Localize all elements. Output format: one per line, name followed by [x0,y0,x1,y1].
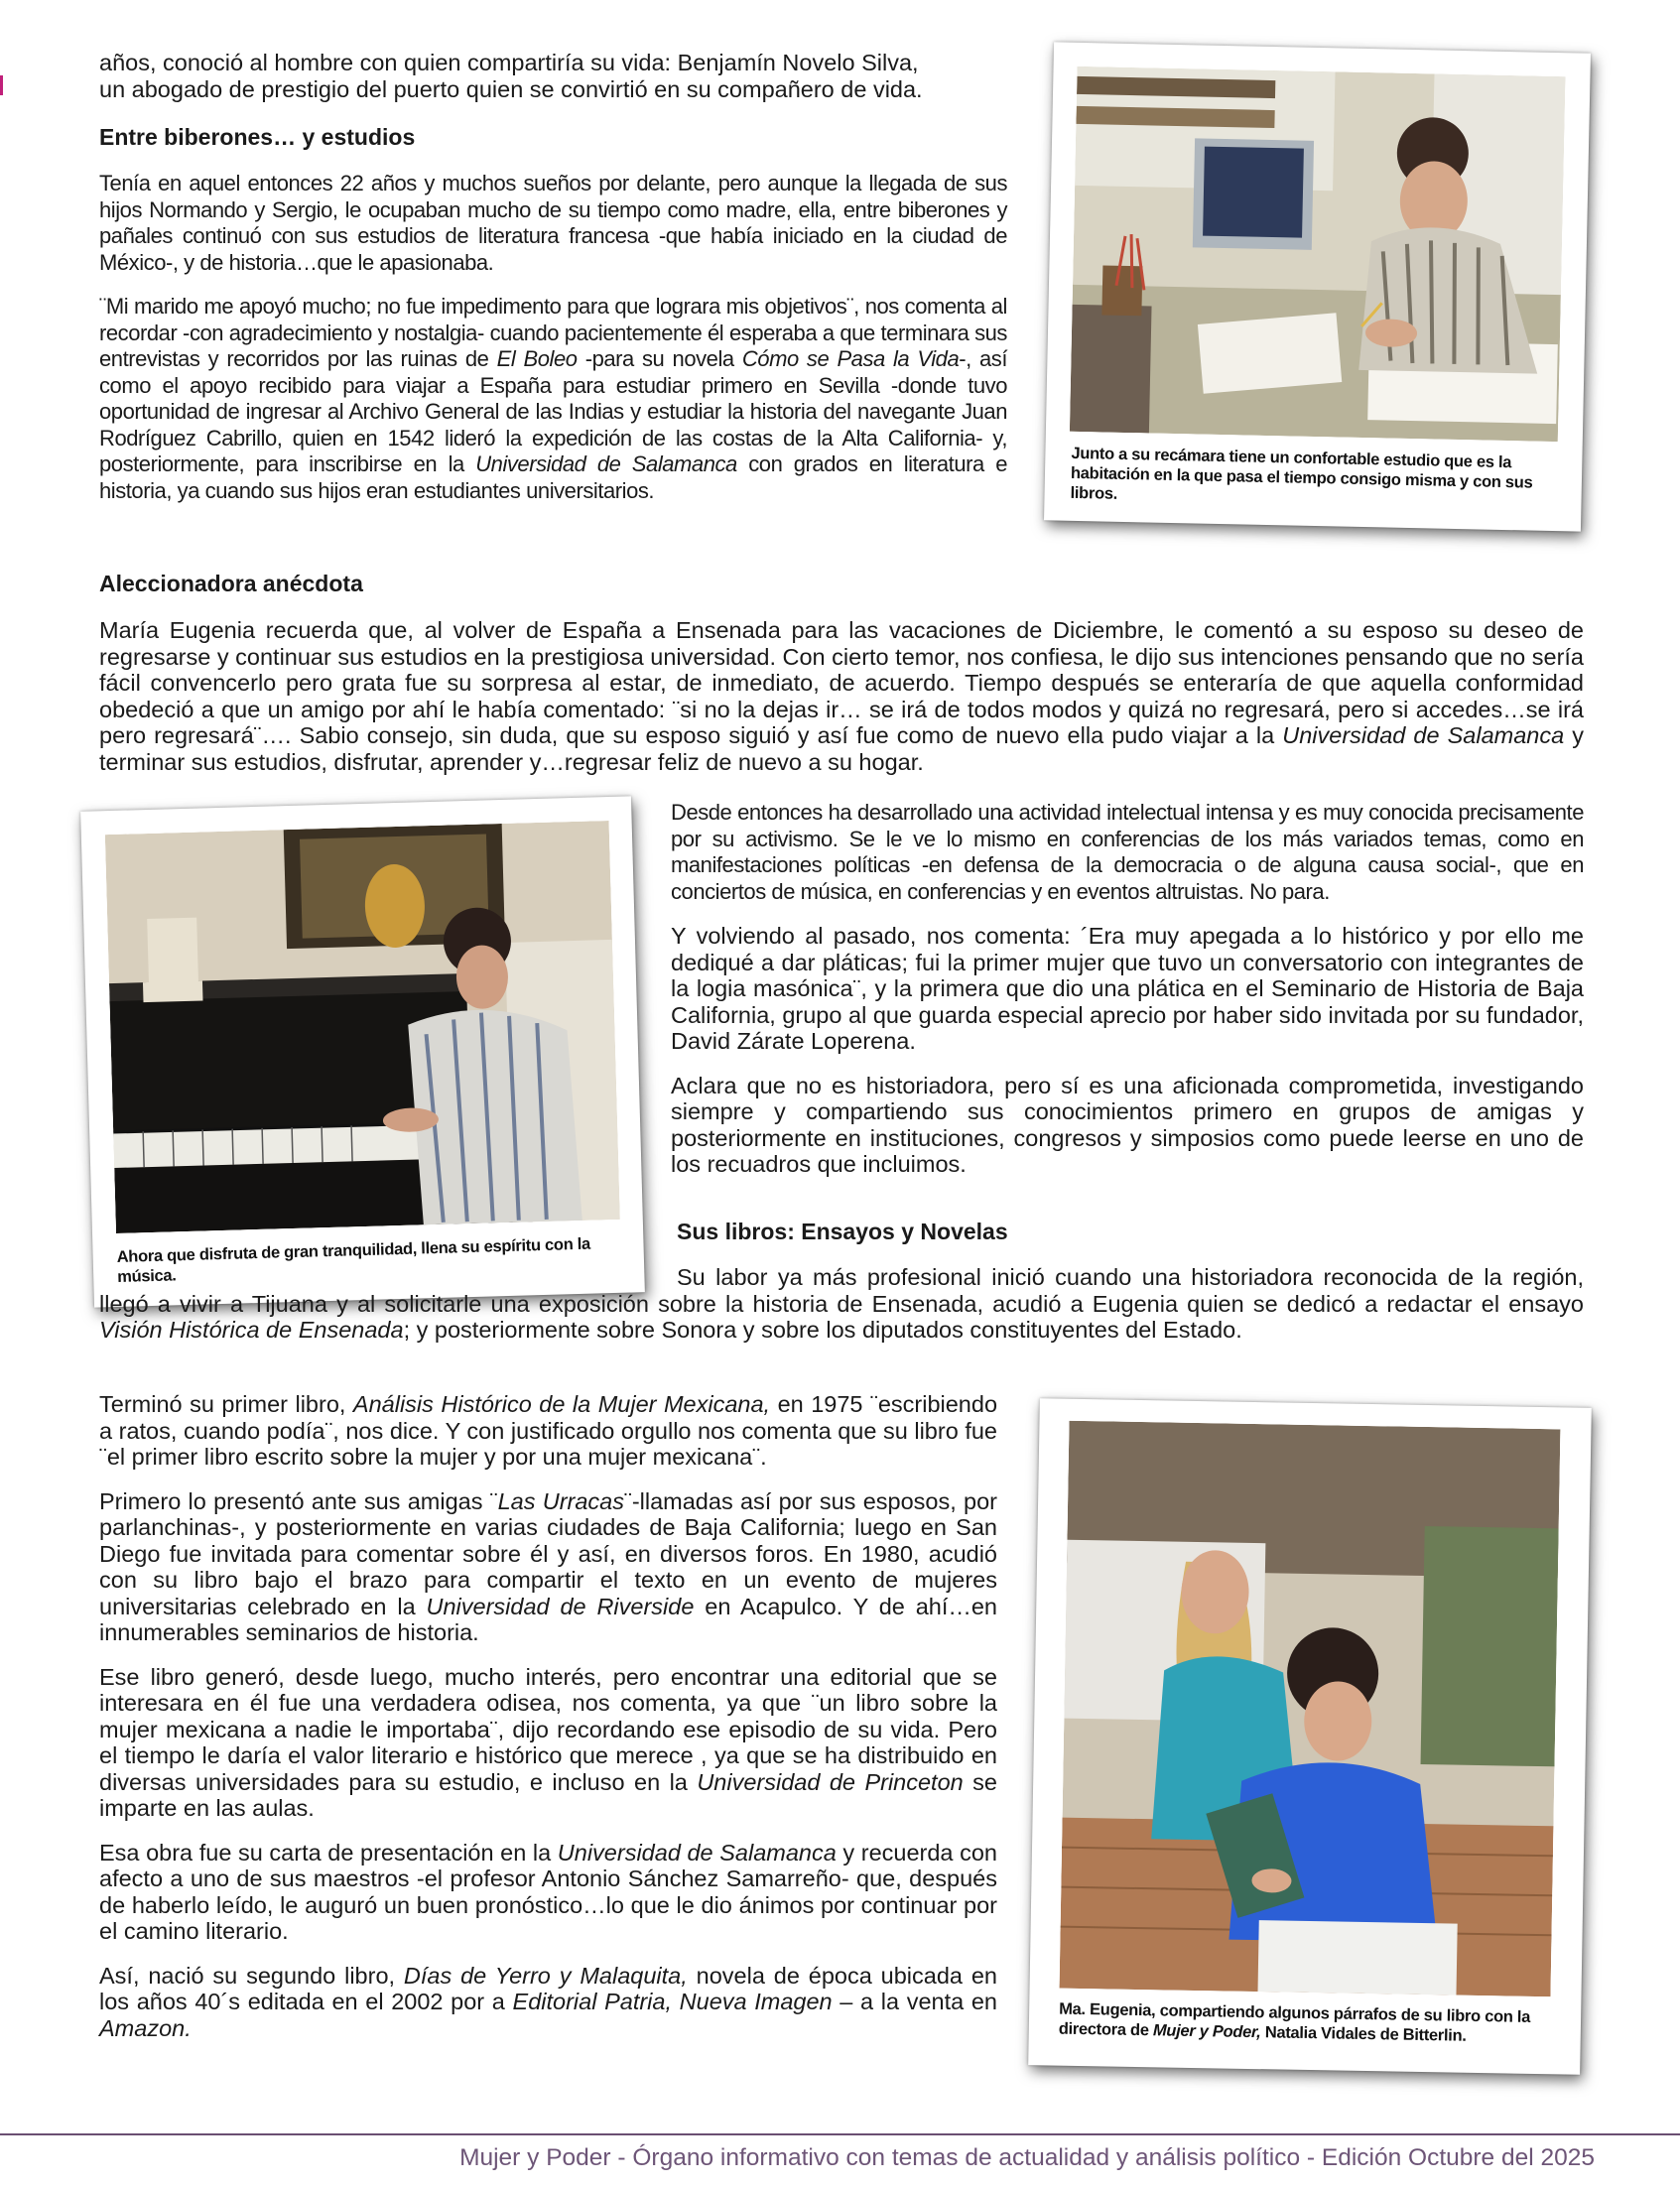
section4-intro [99,1264,1584,1344]
paragraph-salamanca: Esa obra fue su carta de presentación en la Universidad de Salamanca y recuerda con afecto a uno de sus maestros -el profesor Antonio Sánchez Samarreño- que, después de haberlo leído, le auguró un buen pronóstico…lo que le dio ánimos por continuar por el camino literario. [99,1839,997,1944]
intro-line-1: años, conoció al hombre con quien compartiría su vida: Benjamín Novelo Silva, [99,50,919,75]
photo-reading [1060,1421,1561,1997]
intro-line-2: un abogado de prestigio del puerto quien se convirtió en su compañero de vida. [99,75,923,102]
footer-rule [0,2133,1680,2135]
section4-body [99,1391,997,2041]
page-edge-mark [0,75,3,95]
photo-studio-frame [1044,42,1591,531]
heading-libros: Sus libros: Ensayos y Novelas [677,1219,1008,1244]
heading-anecdota: Aleccionadora anécdota [99,571,363,596]
paragraph-anecdota: María Eugenia recuerda que, al volver de España a Ensenada para las vacaciones de Diciembre, le comentó a su esposo su deseo de regresarse y continuar sus estudios en la prestigiosa universidad. Con cierto temor, nos confiesa, le dijo sus intenciones pensando que no sería fácil convencerlo pero grata fue su sorpresa al estar, de inmediato, de acuerdo. Tiempo después se enteraría de que aquella conformidad obedeció a que un amigo por ahí le había comentado: ¨si no la dejas ir… se irá de todos modos y quizá no regresará, pero si accedes…se irá pero regresará¨…. Sabio consejo, sin duda, que su esposo siguió y así fue como de nuevo ella pudo viajar a la Universidad de Salamanca y terminar sus estudios, disfrutar, aprender y…regresar feliz de nuevo a su hogar. [99,617,1584,775]
footer-text: Mujer y Poder - Órgano informativo con temas de actualidad y análisis político - Edición Octubre del 2025 [459,2144,1595,2171]
heading-biberones: Entre biberones… y estudios [99,124,416,150]
photo-reading-caption: Ma. Eugenia, compartiendo algunos párrafos de su libro con la directora de Mujer y Poder, Natalia Vidales de Bitterlin. [1058,1999,1531,2045]
section2-body [99,617,1584,775]
paragraph-aclara: Aclara que no es historiadora, pero sí es una aficionada comprometida, investigando siempre y compartiendo sus conocimientos primero en grupos de amigas y posteriormente en instituciones, congresos y simposios como puede leerse en uno de los recuadros que incluimos. [671,1072,1584,1177]
paragraph-labor: Su labor ya más profesional inició cuando una historiadora reconocida de la región, llegó a vivir a Tijuana y al solicitarle una exposición sobre la historia de Ensenada, acudió a Eugenia quien se dedicó a redactar el ensayo Visión Histórica de Ensenada; y posteriormente sobre Sonora y sobre los diputados constituyentes del Estado. [99,1264,1584,1343]
photo-studio-caption: Junto a su recámara tiene un confortable estudio que es la habitación en la que pasa el tiempo consigo misma y con sus libros. [1070,444,1533,503]
intro-text [99,50,1007,102]
paragraph-volviendo: Y volviendo al pasado, nos comenta: ´Era muy apegada a lo histórico y por ello me dediqué a dar pláticas; fui la primer mujer que tuvo un conversatorio con integrantes de la logia masónica¨, y la primera que dio una plática en el Seminario de Historia de Baja California, grupo al que guarda especial aprecio por haber sido invitada por su fundador, David Zárate Loperena. [671,923,1584,1054]
photo-piano-frame [80,796,645,1307]
paragraph-actividad: Desde entonces ha desarrollado una actividad intelectual intensa y es muy conocida precisamente por su activismo. Se le ve lo mismo en conferencias de los más variados temas, como en manifestaciones políticas -en defensa de la democracia o de alguna causa social-, que en conciertos de música, en conferencias y en eventos altruistas. No para. [671,800,1584,904]
paragraph-biberones: Tenía en aquel entonces 22 años y muchos sueños por delante, pero aunque la llegada de sus hijos Normando y Sergio, le ocupaban mucho de su tiempo como madre, ella, entre biberones y pañales continuó con sus estudios de literatura francesa -que había iniciado en la ciudad de México-, y de historia…que le apasionaba. [99,171,1007,275]
section1-body [99,171,1007,504]
paragraph-editorial: Ese libro generó, desde luego, mucho interés, pero encontrar una editorial que se interesara en él fue una verdadera odisea, nos comenta, ya que ¨un libro sobre la mujer mexicana a nadie le importaba¨, dijo recordando ese episodio de su vida. Pero el tiempo le daría el valor literario e histórico que merece , ya que se ha distribuido en diversas universidades para su estudio, e incluso en la Universidad de Princeton se imparte en las aulas. [99,1663,997,1821]
paragraph-segundo-libro: Así, nació su segundo libro, Días de Yerro y Malaquita, novela de época ubicada en los años 40´s editada en el 2002 por a Editorial Patria, Nueva Imagen – a la venta en Amazon. [99,1962,998,2041]
paragraph-primer-libro: Terminó su primer libro, Análisis Histórico de la Mujer Mexicana, en 1975 ¨escribiendo a ratos, cuando podía¨, nos dice. Y con justificado orgullo nos comenta que su libro fue ¨el primer libro escrito sobre la mujer y por una mujer mexicana¨. [99,1391,998,1470]
photo-piano-caption: Ahora que disfruta de gran tranquilidad, llena su espíritu con la música. [116,1234,591,1286]
section3-body [671,800,1584,1178]
photo-piano [105,821,620,1233]
photo-reading-frame [1028,1398,1592,2075]
paragraph-marido: ¨Mi marido me apoyó mucho; no fue impedimento para que lograra mis objetivos¨, nos comenta al recordar -con agradecimiento y nostalgia- cuando pacientemente él esperaba a que terminara sus entrevistas y recorridos por las ruinas de El Boleo -para su novela Cómo se Pasa la Vida-, así como el apoyo recibido para viajar a España para estudiar primero en Sevilla -donde tuvo oportunidad de ingresar al Archivo General de las Indias y estudiar la historia del navegante Juan Rodríguez Cabrillo, quien en 1542 lideró la expedición de las costas de la Alta California- y, posteriormente, para inscribirse en la Universidad de Salamanca con grados en literatura e historia, ya cuando sus hijos eran estudiantes universitarios. [99,294,1007,503]
paragraph-urracas: Primero lo presentó ante sus amigas ¨Las Urracas¨-llamadas así por sus esposos, por parlanchinas-, y posteriormente en varias ciudades de Baja California; luego en San Diego fue invitada para comentar sobre él y así, en diversos foros. En 1980, acudió con su libro bajo el brazo para compartir el texto en un evento de mujeres universitarias celebrado en la Universidad de Riverside en Acapulco. Y de ahí…en innumerables seminarios de historia. [99,1487,998,1645]
photo-studio [1070,66,1566,442]
